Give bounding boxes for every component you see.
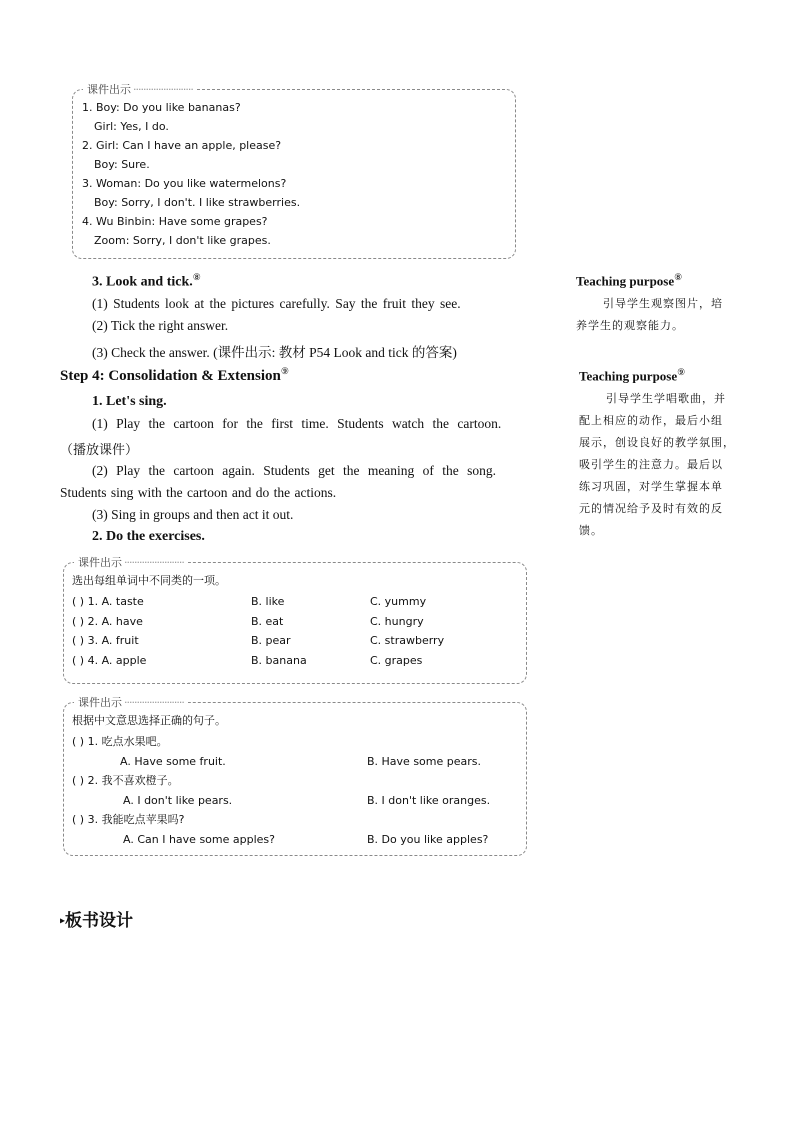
exercise-instruction: 选出每组单词中不同类的一项。 <box>72 574 226 587</box>
step4-heading: Step 4: Consolidation & Extension⑨ <box>60 366 289 384</box>
box-tag: 课件出示 ····· <box>83 81 197 97</box>
look-tick-heading: 3. Look and tick.⑧ <box>92 272 201 290</box>
exercise-question: ( ) 3. 我能吃点苹果吗? <box>72 813 185 826</box>
dialogue-line: 3. Woman: Do you like watermelons? <box>82 177 287 190</box>
teaching-purpose-title: Teaching purpose⑧ <box>576 272 683 289</box>
exercise-question: ( ) 1. 吃点水果吧。 <box>72 735 168 748</box>
teaching-purpose-title: Teaching purpose⑨ <box>579 367 686 384</box>
step4-paragraph: Students sing with the cartoon and do the actions. <box>60 485 337 500</box>
dialogue-line: 4. Wu Binbin: Have some grapes? <box>82 215 268 228</box>
lets-sing-heading: 1. Let's sing. <box>92 394 167 409</box>
look-tick-item: (1) Students look at the pictures carefully. Say the fruit they see. <box>92 296 461 311</box>
box-tag: 课件出示 ····· <box>74 554 188 570</box>
exercise-box-classify <box>63 556 527 684</box>
exercise-row: ( ) 3. A. fruit B. pear C. strawberry <box>72 634 445 647</box>
box-tag: 课件出示 ····· <box>74 694 188 710</box>
exercise-options: A. Can I have some apples? B. Do you like apples? <box>123 833 489 846</box>
dialogue-line: 1. Boy: Do you like bananas? <box>82 101 241 114</box>
step4-paragraph: (3) Sing in groups and then act it out. <box>92 507 294 522</box>
exercise-row: ( ) 2. A. have B. eat C. hungry <box>72 615 424 628</box>
look-tick-item: (2) Tick the right answer. <box>92 318 229 333</box>
board-design-heading: ▸板书设计 <box>60 911 134 931</box>
teaching-purpose-text: 引导学生观察图片，培 养学生的观察能力。 <box>576 297 723 332</box>
dialogue-line: Zoom: Sorry, I don't like grapes. <box>94 234 271 247</box>
dialogue-box <box>72 83 516 259</box>
step4-paragraph: (1) Play the cartoon for the first time. Students watch the cartoon. <box>92 416 502 431</box>
step4-paragraph: （播放课件） <box>60 443 139 458</box>
dialogue-line: Boy: Sure. <box>94 158 150 171</box>
look-tick-item: (3) Check the answer. (课件出示: 教材 P54 Look and tick 的答案) <box>92 345 457 360</box>
exercise-row: ( ) 1. A. taste B. like C. yummy <box>72 595 427 608</box>
exercise-box-sentences <box>63 696 527 856</box>
triangle-marker-icon: ▸ <box>60 915 66 927</box>
step4-paragraph: (2) Play the cartoon again. Students get the meaning of the song. <box>92 463 497 478</box>
exercises-heading: 2. Do the exercises. <box>92 529 205 544</box>
exercise-row: ( ) 4. A. apple B. banana C. grapes <box>72 654 423 667</box>
dialogue-line: Boy: Sorry, I don't. I like strawberries. <box>94 196 301 209</box>
dialogue-line: 2. Girl: Can I have an apple, please? <box>82 139 282 152</box>
exercise-options: A. Have some fruit. B. Have some pears. <box>120 755 482 768</box>
teaching-purpose-text: 引导学生学唱歌曲，并 配上相应的动作，最后小组 展示，创设良好的教学氛围， 吸引学生的注意力。最后以 练习巩固，对学生掌握本单 元的情况给予及时有效的反 馈。 <box>579 392 735 537</box>
dialogue-line: Girl: Yes, I do. <box>94 120 169 133</box>
exercise-question: ( ) 2. 我不喜欢橙子。 <box>72 774 179 787</box>
exercise-options: A. I don't like pears. B. I don't like oranges. <box>123 794 491 807</box>
exercise-instruction: 根据中文意思选择正确的句子。 <box>72 714 226 727</box>
